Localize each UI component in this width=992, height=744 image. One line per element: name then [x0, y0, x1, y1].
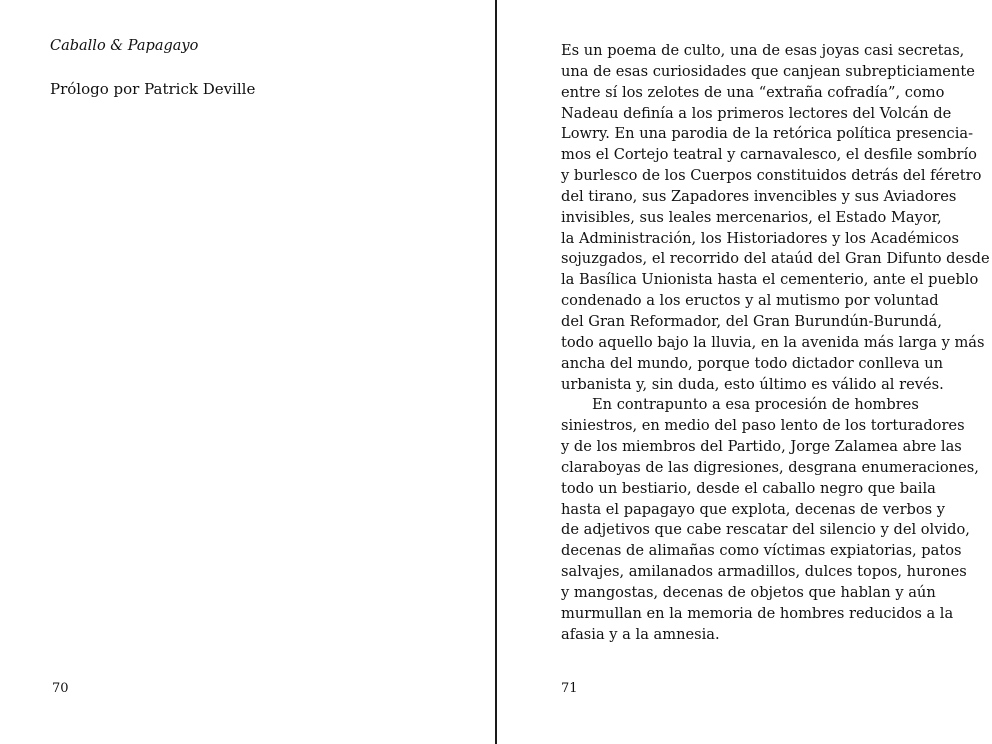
- text-line: de adjetivos que cabe rescatar del silencio y del olvido,: [561, 521, 970, 539]
- text-line: urbanista y, sin duda, esto último es válido al revés.: [561, 375, 944, 393]
- running-title: Caballo & Papagayo: [50, 38, 199, 54]
- text-line: todo un bestiario, desde el caballo negro que baila: [561, 479, 936, 497]
- text-line: ancha del mundo, porque todo dictador conlleva un: [561, 354, 944, 372]
- text-line: Es un poema de culto, una de esas joyas casi secretas,: [561, 42, 965, 59]
- right-page: [497, 0, 992, 744]
- text-line: condenado a los eructos y al mutismo por voluntad: [561, 292, 939, 310]
- text-line: del Gran Reformador, del Gran Burundún-Burundá,: [561, 312, 942, 330]
- text-line: y de los miembros del Partido, Jorge Zalamea abre las: [561, 438, 962, 456]
- prologue-body-text: [561, 41, 990, 645]
- text-line: la Administración, los Historiadores y los Académicos: [561, 229, 959, 247]
- text-line: la Basílica Unionista hasta el cementerio, ante el pueblo: [561, 271, 979, 289]
- text-line: hasta el papagayo que explota, decenas de verbos y: [561, 500, 946, 518]
- text-line: claraboyas de las digresiones, desgrana enumeraciones,: [561, 458, 979, 476]
- text-line: todo aquello bajo la lluvia, en la avenida más larga y más: [561, 333, 985, 351]
- text-line: y mangostas, decenas de objetos que hablan y aún: [561, 583, 936, 601]
- text-line: afasia y a la amnesia.: [561, 625, 720, 643]
- text-line: invisibles, sus leales mercenarios, el Estado Mayor,: [561, 208, 942, 226]
- text-line: Nadeau definía a los primeros lectores del Volcán de: [561, 104, 952, 122]
- page-number-left: 70: [52, 681, 69, 696]
- prologue-credit: Prólogo por Patrick Deville: [50, 80, 256, 98]
- text-line: sojuzgados, el recorrido del ataúd del Gran Difunto desde: [561, 250, 990, 268]
- text-line: siniestros, en medio del paso lento de los torturadores: [561, 417, 965, 435]
- text-line: murmullan en la memoria de hombres reducidos a la: [561, 604, 954, 622]
- text-line: mos el Cortejo teatral y carnavalesco, el desfile sombrío: [561, 146, 977, 164]
- text-line: del tirano, sus Zapadores invencibles y sus Aviadores: [561, 187, 957, 205]
- text-line: decenas de alimañas como víctimas expiatorias, patos: [561, 542, 962, 560]
- text-line: Lowry. En una parodia de la retórica política presencia-: [561, 125, 974, 143]
- text-line: entre sí los zelotes de una “extraña cofradía”, como: [561, 83, 945, 101]
- paragraph-start-line: En contrapunto a esa procesión de hombres: [592, 396, 919, 414]
- page-number-right: 71: [561, 681, 578, 696]
- text-line: salvajes, amilanados armadillos, dulces topos, hurones: [561, 563, 967, 581]
- text-line: y burlesco de los Cuerpos constituidos detrás del féretro: [561, 167, 982, 185]
- text-line: una de esas curiosidades que canjean subrepticiamente: [561, 62, 975, 80]
